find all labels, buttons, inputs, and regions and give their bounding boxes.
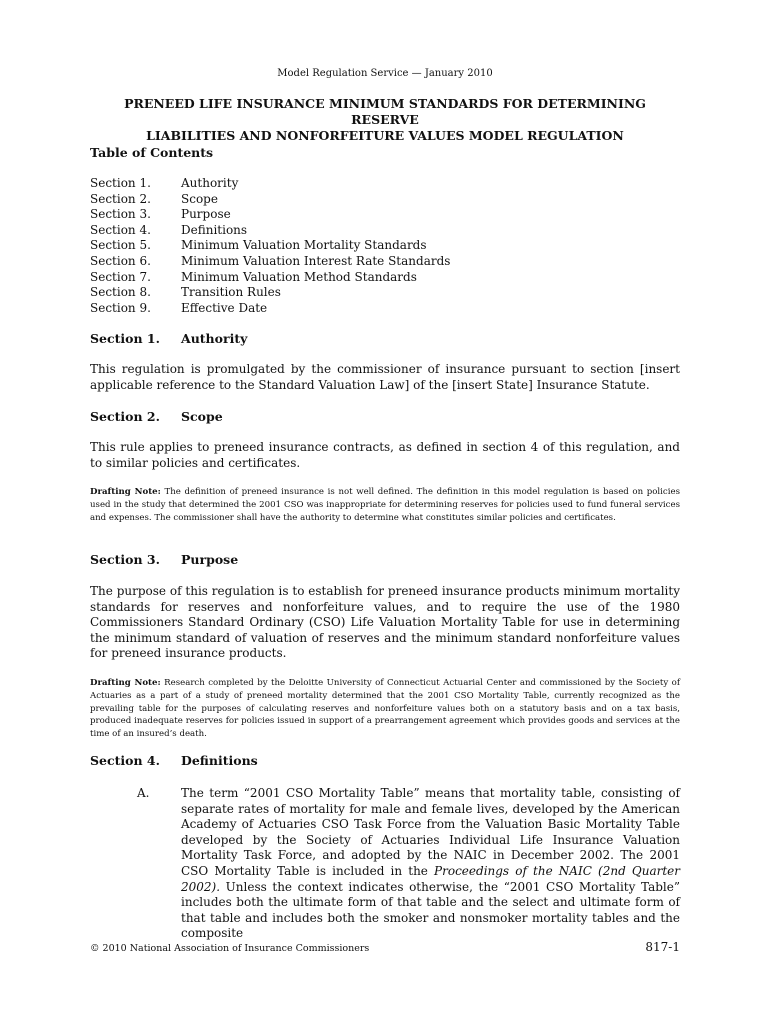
toc-entry-title: Minimum Valuation Interest Rate Standards (181, 253, 451, 268)
running-header: Model Regulation Service — January 2010 (277, 68, 493, 79)
toc-entry-8 (90, 285, 680, 301)
footer-copyright: © 2010 National Association of Insurance Commissioners (90, 943, 370, 954)
definition-text-part: Unless the context indicates otherwise, the “2001 CSO Mortality Table” includes both the ultimate form of that table and the select and ultimate form of that table and includes both the smoker and nonsmoker mortality tables and the composite (181, 879, 680, 941)
page-number: 817-1 (645, 940, 680, 954)
page-footer (90, 940, 680, 954)
toc-entry-title: Definitions (181, 222, 248, 237)
toc-entry-number: Section 4. (90, 222, 151, 237)
toc-entry-number: Section 7. (90, 269, 151, 284)
definition-citation: Proceedings of the NAIC (2nd Quarter 2002). (181, 863, 680, 894)
drafting-note-text: Research completed by the Deloitte University of Connecticut Actuarial Center and commissioned by the Society of Actuaries as a part of a study of preneed mortality determined that the 2001 CSO Mortality Table, currently recognized as the prevailing table for the purposes of calculating reserves and nonforfeiture values both on a statutory basis and on a tax basis, produced inadequate reserves for policies issued in support of a prearrangement agreement which provides goods and services at the time of an insured’s death. (90, 678, 680, 740)
toc-heading: Table of Contents (90, 145, 214, 160)
toc-entry-6 (90, 254, 680, 270)
section-3-drafting-note (90, 677, 680, 741)
toc-entry-2 (90, 192, 680, 208)
section-title: Purpose (181, 552, 239, 567)
section-number: Section 2. (90, 409, 160, 424)
section-number: Section 4. (90, 753, 160, 768)
section-3-heading (90, 552, 238, 567)
toc-entry-5 (90, 238, 680, 254)
drafting-note-text: The definition of preneed insurance is not well defined. The definition in this model regulation is based on policies used in the study that determined the 2001 CSO was inappropriate for determining reserves for policies used to fund funeral services and expenses. The commissioner shall have the authority to determine what constitutes similar policies and certificates. (90, 487, 680, 523)
section-number: Section 3. (90, 552, 160, 567)
definition-text-part: The term “2001 CSO Mortality Table” means that mortality table, consisting of separate rates of mortality for male and female lives, developed by the American Academy of Actuaries CSO Task Force from the Valuation Basic Mortality Table developed by the Society of Actuaries Individual Life Insurance Valuation Mortality Task Force, and adopted by the NAIC in December 2002. The 2001 CSO Mortality Table is included in the (181, 786, 680, 878)
drafting-note-label: Drafting Note: (90, 487, 161, 497)
section-number: Section 1. (90, 331, 160, 346)
toc-entry-number: Section 1. (90, 176, 151, 190)
toc-entry-number: Section 6. (90, 253, 151, 268)
section-title: Scope (181, 409, 223, 424)
toc-entry-number: Section 2. (90, 191, 151, 206)
section-1-heading (90, 331, 247, 346)
document-title (90, 96, 680, 144)
section-2-paragraph: This rule applies to preneed insurance contracts, as defined in section 4 of this regulation, and to similar policies and certificates. (90, 440, 680, 470)
definition-text (181, 786, 680, 942)
toc-entry-number: Section 5. (90, 238, 151, 253)
toc-entry-title: Scope (181, 191, 218, 206)
toc-entry-title: Transition Rules (181, 285, 281, 300)
toc-entry-title: Minimum Valuation Method Standards (181, 269, 417, 284)
definition-item-a (90, 786, 680, 942)
toc-entry-title: Effective Date (181, 300, 268, 315)
toc-entry-1 (90, 176, 680, 192)
toc-entry-9 (90, 301, 680, 317)
toc-entry-4 (90, 223, 680, 239)
section-title: Authority (181, 331, 248, 346)
section-title: Definitions (181, 753, 258, 768)
section-4-heading (90, 753, 258, 768)
document-title-line-1: PRENEED LIFE INSURANCE MINIMUM STANDARDS FOR DETERMINING RESERVE (124, 96, 646, 127)
document-title-line-2: LIABILITIES AND NONFORFEITURE VALUES MODEL REGULATION (146, 128, 624, 143)
toc-entry-title: Purpose (181, 207, 231, 222)
toc-entry-number: Section 8. (90, 285, 151, 300)
toc-entry-title: Minimum Valuation Mortality Standards (181, 238, 427, 253)
toc-entry-number: Section 9. (90, 300, 151, 315)
toc-entry-number: Section 3. (90, 207, 151, 222)
toc-entry-7 (90, 270, 680, 286)
document-page (90, 0, 680, 1024)
section-3-paragraph: The purpose of this regulation is to establish for preneed insurance products minimum mortality standards for reserves and nonforfeiture values, and to require the use of the 1980 Commissioners Standard Ordinary (CSO) Life Valuation Mortality Table for use in determining the minimum standard of valuation of reserves and the minimum standard nonforfeiture values for preneed insurance products. (90, 584, 680, 661)
toc-entry-title: Authority (181, 176, 239, 190)
section-1-paragraph: This regulation is promulgated by the commissioner of insurance pursuant to section [insert applicable reference to the Standard Valuation Law] of the [insert State] Insurance Statute. (90, 362, 680, 392)
definition-letter: A. (137, 786, 150, 800)
section-2-drafting-note (90, 486, 680, 524)
drafting-note-label: Drafting Note: (90, 678, 161, 688)
section-2-heading (90, 409, 223, 424)
toc-entry-3 (90, 207, 680, 223)
table-of-contents (90, 176, 680, 316)
